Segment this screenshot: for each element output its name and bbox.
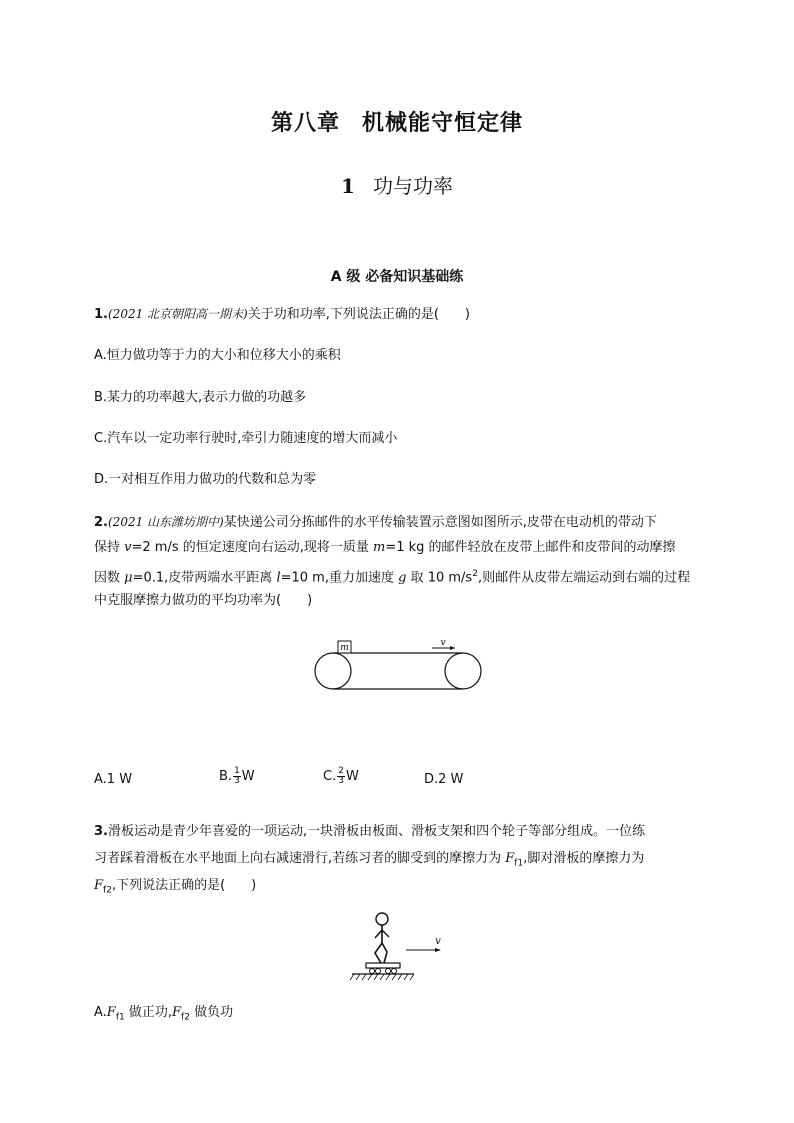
frac-den: 3 [338, 776, 344, 786]
frac-den: 3 [234, 776, 240, 786]
skateboard-deck [366, 963, 400, 968]
q2-line-3 [94, 565, 704, 587]
chapter-title [0, 106, 794, 137]
q2-var-mu: μ [124, 570, 133, 586]
q2-text-3g: 取 10 m/s [406, 570, 473, 586]
velocity-arrowhead [450, 646, 455, 650]
q3-var-f: F [94, 878, 104, 893]
conveyor-belt-figure [310, 636, 486, 694]
q2-option-b [219, 767, 255, 786]
section-title [0, 170, 794, 199]
person-legs [375, 943, 387, 963]
q2-option-c [323, 767, 359, 786]
level-heading: A 级 必备知识基础练 [330, 269, 464, 285]
left-pulley [315, 653, 351, 689]
q2-option-c-unit: W [345, 769, 359, 784]
skateboard-wheel [376, 969, 381, 974]
q3-option-a-end: 做负功 [189, 1005, 234, 1020]
q2-option-a: A.1 W [94, 772, 133, 787]
q2-text-3i: ,则邮件从皮带左端运动到右端的过程 [477, 570, 691, 586]
q2-option-b-letter: B. [219, 769, 233, 784]
q2-var-l: l [276, 570, 281, 586]
q2-line-2 [94, 539, 704, 557]
q3-var-f: F [505, 851, 515, 866]
q2-text-3a: 因数 [94, 570, 125, 586]
q1-option-a: A.恒力做功等于力的大小和位移大小的乘积 [94, 348, 341, 363]
skateboard-wheel [386, 969, 391, 974]
skateboard-wheel [370, 969, 375, 974]
q2-number: 2 [94, 515, 104, 530]
ground-hatching [350, 974, 414, 980]
velocity-label: v [440, 638, 446, 648]
q3-text-1: 滑板运动是青少年喜爱的一项运动,一块滑板由板面、滑板支架和四个轮子等部分组成。一位练 [108, 824, 646, 839]
q1-option-b: B.某力的功率越大,表示力做的功越多 [94, 390, 307, 405]
q1-stem: 1.(2021 北京朝阳高一期末)关于功和功率,下列说法正确的是( ) [94, 307, 470, 322]
q3-option-a-mid: 做正功, [124, 1005, 172, 1020]
velocity-label: v [435, 936, 441, 947]
frac-num: 1 [234, 766, 240, 776]
mass-label: m [340, 643, 349, 653]
q3-line-1: 3.滑板运动是青少年喜爱的一项运动,一块滑板由板面、滑板支架和四个轮子等部分组成。一位练 [94, 824, 646, 839]
q3-text-3c: ,下列说法正确的是( ) [111, 878, 257, 893]
q3-line-3 [94, 877, 704, 900]
q1-text: 关于功和功率,下列说法正确的是( ) [247, 307, 470, 322]
q2-source: (2021 山东潍坊期中) [108, 515, 224, 529]
q2-text-3e: =10 m,重力加速度 [280, 570, 399, 586]
skateboarder-figure [348, 910, 448, 986]
q2-text-3c: =0.1,皮带两端水平距离 [132, 570, 277, 586]
q3-option-a-letter: A. [94, 1005, 107, 1020]
fraction-two-thirds [337, 767, 345, 786]
person-head [376, 913, 388, 925]
q3-sub-f2: f2 [103, 885, 112, 896]
right-pulley [445, 653, 481, 689]
q2-line-4: 中克服摩擦力做功的平均功率为( ) [94, 593, 313, 608]
q3-sub-f2: f2 [181, 1012, 190, 1023]
section-number: 1 [341, 174, 355, 198]
q3-sub-f1: f1 [115, 1012, 125, 1023]
q1-number: 1 [94, 307, 104, 322]
q1-option-d: D.一对相互作用力做功的代数和总为零 [94, 472, 317, 487]
q2-text-2e: =1 kg 的邮件轻放在皮带上邮件和皮带间的动摩擦 [385, 540, 676, 555]
q3-option-a [94, 1004, 704, 1027]
velocity-arrowhead [435, 948, 441, 952]
q2-line-1: 2.(2021 山东潍坊期中)某快递公司分拣邮件的水平传输装置示意图如图所示,皮带在电动机的带动下 [94, 515, 657, 530]
frac-num: 2 [338, 766, 344, 776]
q2-var-v: v [124, 540, 132, 555]
q1-option-c: C.汽车以一定功率行驶时,牵引力随速度的增大而减小 [94, 431, 398, 446]
q3-line-2 [94, 850, 704, 873]
chapter-number: 第八章 [270, 111, 340, 136]
q2-var-g: g [398, 570, 407, 586]
q1-source: (2021 北京朝阳高一期末) [108, 307, 248, 321]
chapter-name: 机械能守恒定律 [362, 111, 524, 136]
q3-text-2a: 习者踩着滑板在水平地面上向右减速滑行,若练习者的脚受到的摩擦力为 [94, 851, 506, 866]
skateboard-wheel [392, 969, 397, 974]
q2-text-1: 某快递公司分拣邮件的水平传输装置示意图如图所示,皮带在电动机的带动下 [223, 515, 657, 530]
q3-text-2d: ,脚对滑板的摩擦力为 [523, 851, 645, 866]
q3-number: 3 [94, 824, 104, 839]
q3-var-f: F [172, 1005, 182, 1020]
q2-option-d: D.2 W [424, 772, 464, 787]
q2-option-b-unit: W [241, 769, 255, 784]
q2-option-c-letter: C. [323, 769, 337, 784]
q3-var-f: F [106, 1005, 116, 1020]
q2-var-m: m [373, 540, 386, 555]
q2-text-2c: =2 m/s 的恒定速度向右运动,现将一质量 [131, 540, 374, 555]
section-name: 功与功率 [372, 174, 453, 198]
fraction-one-third [233, 767, 241, 786]
q2-text-2a: 保持 [94, 540, 125, 555]
q3-sub-f1: f1 [514, 858, 524, 869]
q2-sup-2: 2 [472, 569, 478, 579]
